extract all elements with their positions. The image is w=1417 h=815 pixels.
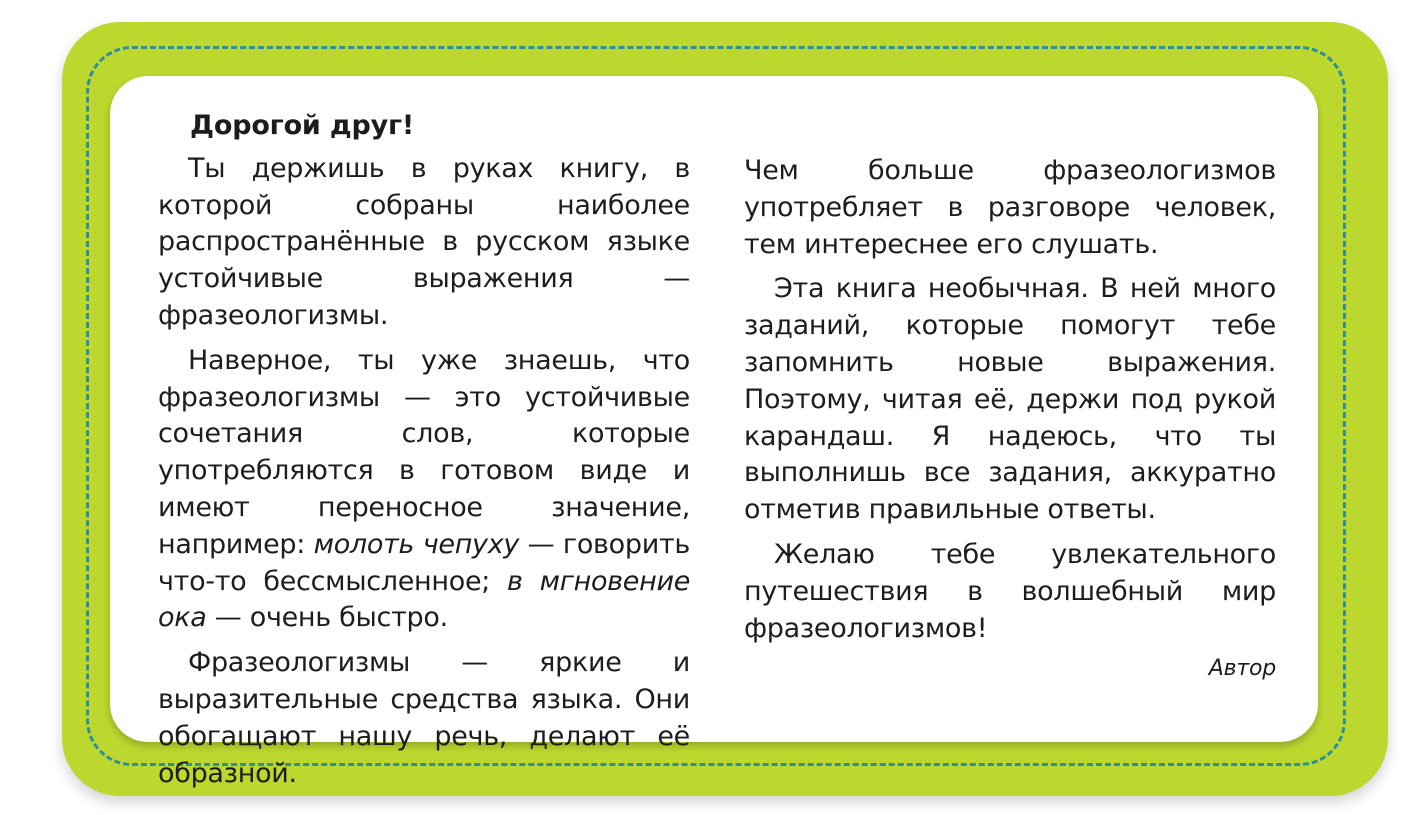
left-paragraph-3: Фразеологизмы — яркие и выразительные средства языка. Они обогащают нашу речь, делают её образной. [158,647,690,789]
left-paragraph-2 [158,343,690,637]
right-paragraph-1: Чем больше фразеологизмов употребляет в разговоре человек, тем интереснее его слушать. [744,155,1276,260]
left-column [158,108,690,800]
example-phrase-2: в мгновение ока [158,565,691,634]
right-paragraph-3: Желаю тебе увлекательного путешествия в волшебный мир фразеологизмов! [744,538,1276,644]
example-phrase-1: молоть чепуху [313,528,520,560]
p2-mid: — говорить что-то бессмысленное; [158,528,690,597]
right-column [744,153,1276,683]
author-signature: Автор [1208,656,1276,682]
letter-heading: Дорогой друг! [190,110,414,141]
right-paragraph-2: Эта книга необычная. В ней много заданий, которые помогут тебе запомнить новые выражения. Поэтому, читая её, держи под рукой карандаш. Я надеюсь, что ты выполнишь все задания, аккуратно отметив правильные ответы. [744,273,1276,526]
p2-end: — очень быстро. [206,602,448,634]
left-paragraph-1: Ты держишь в руках книгу, в которой собраны наиболее распространённые в русском языке устойчивые выражения — фразеологизмы. [158,152,690,331]
p2-start: Наверное, ты уже знаешь, что фразеологизмы — это устойчивые сочетания слов, которые употребляются в готовом виде и имеют переносное значение, например: [158,344,690,560]
